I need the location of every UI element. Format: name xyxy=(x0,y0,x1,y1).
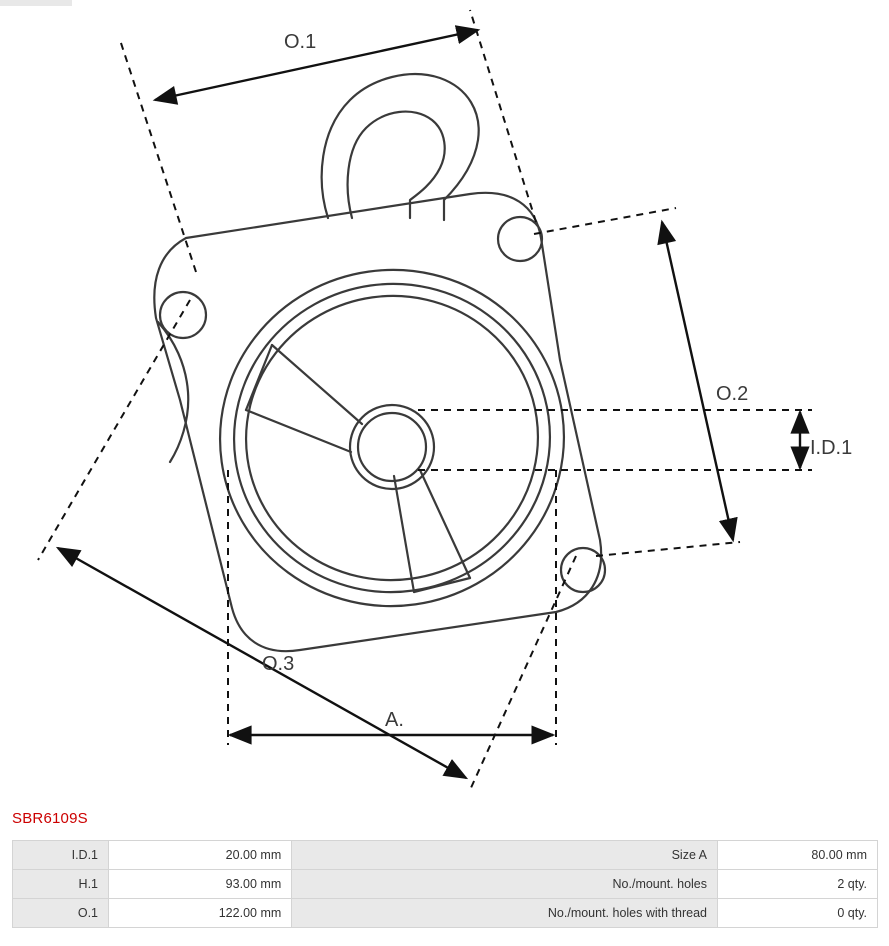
dimension-arrows xyxy=(58,30,800,778)
table-row xyxy=(13,870,878,899)
dimension-label-o3: O.3 xyxy=(262,653,295,675)
spec-value-o1: 122.00 mm xyxy=(109,899,292,928)
spec-label-size-a: Size A xyxy=(292,841,718,870)
dimension-label-o2: O.2 xyxy=(716,383,749,405)
spec-value-mount-holes-thread: 0 qty. xyxy=(718,899,878,928)
dimension-label-a: A. xyxy=(385,709,404,731)
spec-value-id1: 20.00 mm xyxy=(109,841,292,870)
spec-label-id1: I.D.1 xyxy=(13,841,109,870)
dimension-construction-lines xyxy=(38,10,812,790)
spec-label-mount-holes-thread: No./mount. holes with thread xyxy=(292,899,718,928)
dimension-label-id1: I.D.1 xyxy=(810,437,853,459)
table-row xyxy=(13,899,878,928)
spec-value-size-a: 80.00 mm xyxy=(718,841,878,870)
table-row xyxy=(13,841,878,870)
spec-label-o1: O.1 xyxy=(13,899,109,928)
spec-label-h1: H.1 xyxy=(13,870,109,899)
dimension-label-o1: O.1 xyxy=(284,31,317,53)
part-outline xyxy=(154,74,605,651)
spec-value-mount-holes: 2 qty. xyxy=(718,870,878,899)
specification-table xyxy=(12,840,878,928)
part-number-title: SBR6109S xyxy=(12,810,88,827)
spec-value-h1: 93.00 mm xyxy=(109,870,292,899)
spec-label-mount-holes: No./mount. holes xyxy=(292,870,718,899)
